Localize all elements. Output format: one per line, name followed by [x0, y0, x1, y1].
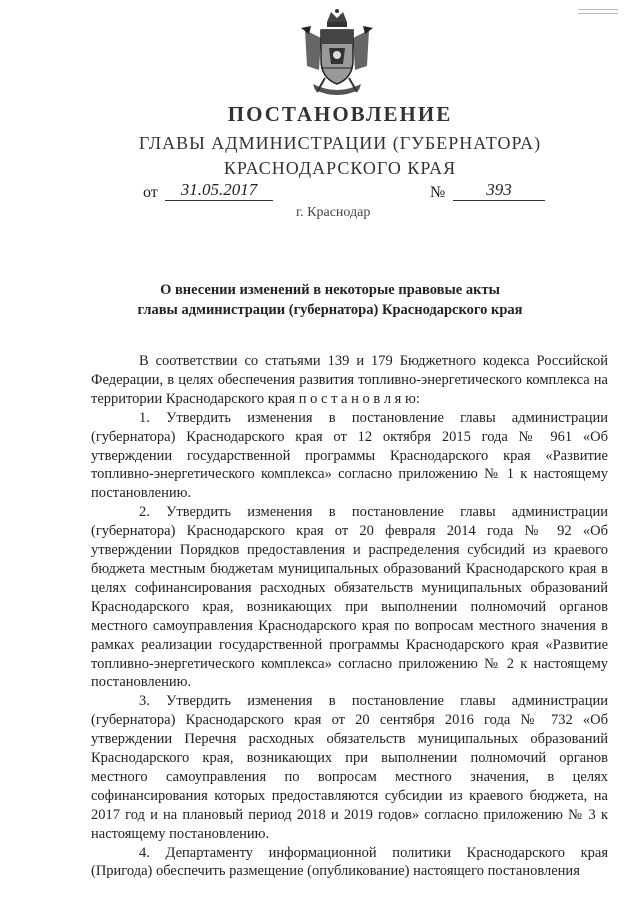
clause-2-paragraph: 2. Утвердить изменения в постановление главы администрации (губернатора) Краснодарского края от 20 февраля 2014 года № 92 «Об утверждении Порядков предоставления и распределения субсидий из краевого бюджета местным бюджетам муниципальных образований Краснодарского края в целях софинансирования расходных обязательств муниципальных образований Краснодарского края, возникающих при выполнении полномочий органов местного самоуправления Краснодарского края по вопросам местного значения в рамках реализации государственной программы Краснодарского края «Развитие топливно-энергетического комплекса» согласно приложению № 2 к настоящему постановлению.: [91, 504, 608, 691]
clause-1-paragraph: 1. Утвердить изменения в постановление главы администрации (губернатора) Краснодарского края от 12 октября 2015 года № 961 «Об утверждении государственной программы Краснодарского края «Развитие топливно-энергетического комплекса» согласно приложению № 1 к настоящему постановлению.: [91, 409, 608, 502]
document-subject: [80, 280, 580, 320]
document-title: ПОСТАНОВЛЕНИЕ: [227, 102, 453, 126]
date-label: от: [143, 184, 158, 201]
scan-mark: [578, 6, 618, 16]
preamble-paragraph: В соответствии со статьями 139 и 179 Бюджетного кодекса Российской Федерации, в целях обеспечения развития топливно-энергетического комплекса на территории Краснодарского края п о с т а н о в л я ю:: [91, 353, 608, 407]
number-label: №: [430, 184, 446, 201]
clause-4-paragraph: 4. Департаменту информационной политики Краснодарского края (Пригода) обеспечить размещение (опубликование) настоящего постановления: [91, 844, 608, 880]
subject-line-1: О внесении изменений в некоторые правовые акты: [160, 282, 500, 298]
document-date: 31.05.2017: [165, 180, 273, 201]
coat-of-arms-icon: [297, 8, 377, 96]
date-number-line: [143, 181, 543, 207]
document-body: [91, 352, 608, 881]
subject-line-2: главы администрации (губернатора) Краснодарского края: [137, 302, 523, 318]
city-label: г. Краснодар: [296, 205, 371, 220]
clause-3-paragraph: 3. Утвердить изменения в постановление главы администрации (губернатора) Краснодарского края от 20 сентября 2016 года № 732 «Об утверждении Перечня расходных обязательств муниципальных образований Краснодарского края, возникающих при выполнении полномочий органов местного самоуправления по вопросам местного значения, в целях софинансирования которых предоставляются субсидии из краевого бюджета, на 2017 год и на плановый период 2018 и 2019 годов» согласно приложению № 3 к настоящему постановлению.: [91, 693, 608, 842]
issuer-line-2: КРАСНОДАРСКОГО КРАЯ: [223, 158, 457, 178]
issuer-line-1: ГЛАВЫ АДМИНИСТРАЦИИ (ГУБЕРНАТОРА): [138, 133, 542, 153]
document-number: 393: [453, 180, 545, 201]
